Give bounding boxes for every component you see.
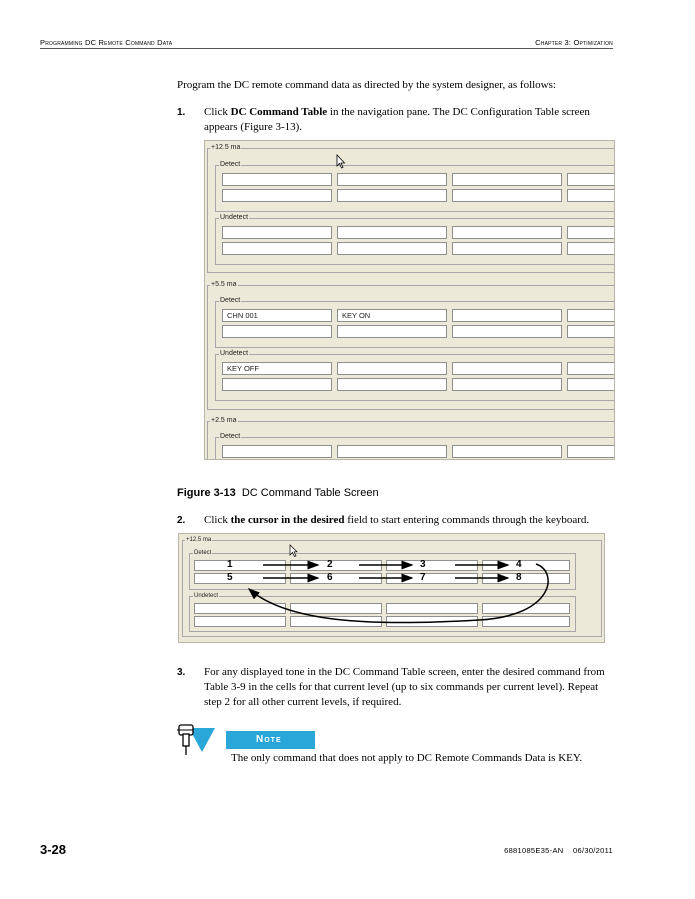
detect-label-3: Detect bbox=[220, 433, 241, 440]
note-text: The only command that does not apply to DC Remote Commands Data is KEY. bbox=[231, 752, 583, 764]
order-number-3: 3 bbox=[420, 559, 426, 570]
cell[interactable] bbox=[567, 325, 615, 338]
level-label-2-5: +2.5 ma bbox=[211, 417, 237, 424]
step-2-bold: the cursor in the desired bbox=[230, 514, 345, 526]
cell[interactable] bbox=[222, 226, 332, 239]
step-3-number: 3. bbox=[177, 667, 186, 678]
cell[interactable] bbox=[337, 226, 447, 239]
order-number-7: 7 bbox=[420, 572, 426, 583]
undetect-label-small: Undetect bbox=[194, 593, 219, 599]
cell[interactable] bbox=[337, 378, 447, 391]
step-3-text: For any displayed tone in the DC Command Table screen, enter the desired command from Table 3-9 in the cells for that current level (up to six commands per current level). Repeat step 2 for all other current levels, if required. bbox=[204, 666, 605, 708]
mouse-cursor-icon bbox=[290, 545, 297, 557]
figure-caption bbox=[177, 487, 379, 499]
cell[interactable] bbox=[222, 173, 332, 186]
step-1-bold: DC Command Table bbox=[230, 106, 328, 118]
figure-caption-label: Figure 3-13 bbox=[177, 487, 236, 499]
order-number-2: 2 bbox=[327, 559, 333, 570]
step-2-number: 2. bbox=[177, 515, 186, 526]
level-label-small: +12.5 ma bbox=[186, 537, 212, 543]
cell[interactable] bbox=[567, 309, 615, 322]
footer-doc-number: 6881085E35-AN bbox=[504, 846, 564, 855]
cell[interactable] bbox=[337, 189, 447, 202]
cell[interactable] bbox=[452, 378, 562, 391]
cell[interactable] bbox=[452, 173, 562, 186]
detect-label-1: Detect bbox=[220, 161, 241, 168]
cell[interactable] bbox=[337, 173, 447, 186]
header-left: Programming DC Remote Command Data bbox=[40, 38, 173, 47]
cursor-order-screenshot bbox=[178, 533, 605, 643]
level-label-5-5: +5.5 ma bbox=[211, 281, 237, 288]
footer-doc-id bbox=[504, 846, 613, 855]
cell-chn-001[interactable]: CHN 001 bbox=[222, 309, 332, 322]
step-1-text bbox=[204, 105, 616, 135]
cell[interactable] bbox=[337, 445, 447, 458]
header-right: Chapter 3: Optimization bbox=[535, 38, 613, 47]
order-number-8: 8 bbox=[516, 572, 522, 583]
level-label-12-5: +12.5 ma bbox=[211, 144, 241, 151]
cell[interactable] bbox=[452, 242, 562, 255]
undetect-label-2: Undetect bbox=[220, 350, 249, 357]
note-badge bbox=[226, 731, 315, 749]
order-number-1: 1 bbox=[227, 559, 233, 570]
step-2-text bbox=[204, 513, 616, 528]
order-number-4: 4 bbox=[516, 559, 522, 570]
order-number-6: 6 bbox=[327, 572, 333, 583]
cell[interactable] bbox=[452, 362, 562, 375]
cell[interactable] bbox=[452, 309, 562, 322]
cell[interactable] bbox=[567, 226, 615, 239]
note-pushpin-icon bbox=[175, 722, 217, 756]
step-2-post: field to start entering commands through the keyboard. bbox=[344, 514, 590, 526]
footer-date: 06/30/2011 bbox=[573, 846, 613, 855]
step-1-number: 1. bbox=[177, 107, 186, 118]
cell[interactable] bbox=[567, 189, 615, 202]
step-1-post: in the navigation pane. The DC Configuration Table screen appears (Figure 3-13). bbox=[204, 106, 590, 133]
arrow-4-5-return bbox=[249, 564, 548, 623]
order-number-5: 5 bbox=[227, 572, 233, 583]
footer-page-number: 3-28 bbox=[40, 842, 67, 857]
cell[interactable] bbox=[567, 173, 615, 186]
note-badge-label: Note bbox=[256, 734, 282, 745]
cell[interactable] bbox=[222, 189, 332, 202]
cell[interactable] bbox=[452, 325, 562, 338]
cell[interactable] bbox=[452, 226, 562, 239]
cell[interactable] bbox=[567, 378, 615, 391]
cell[interactable] bbox=[222, 378, 332, 391]
cell[interactable] bbox=[222, 242, 332, 255]
cell[interactable] bbox=[337, 362, 447, 375]
cell-key-on[interactable]: KEY ON bbox=[337, 309, 447, 322]
figure-caption-text: DC Command Table Screen bbox=[241, 487, 379, 499]
cell[interactable] bbox=[222, 325, 332, 338]
detect-label-2: Detect bbox=[220, 297, 241, 304]
cell[interactable] bbox=[567, 242, 615, 255]
cell[interactable] bbox=[222, 445, 332, 458]
cursor-order-arrows bbox=[179, 534, 604, 642]
cell[interactable] bbox=[567, 445, 615, 458]
dc-command-table-screenshot bbox=[204, 140, 615, 460]
step-2-pre: Click bbox=[204, 514, 231, 526]
cell-key-off[interactable]: KEY OFF bbox=[222, 362, 332, 375]
cell[interactable] bbox=[337, 325, 447, 338]
step-1-pre: Click bbox=[204, 106, 231, 118]
mouse-cursor-icon bbox=[336, 154, 346, 169]
cell[interactable] bbox=[567, 362, 615, 375]
cell[interactable] bbox=[337, 242, 447, 255]
undetect-label-1: Undetect bbox=[220, 214, 249, 221]
header-rule bbox=[40, 48, 613, 49]
cell[interactable] bbox=[452, 445, 562, 458]
intro-text: Program the DC remote command data as directed by the system designer, as follows: bbox=[177, 79, 556, 91]
cell[interactable] bbox=[452, 189, 562, 202]
detect-label-small: Detect bbox=[194, 550, 212, 556]
